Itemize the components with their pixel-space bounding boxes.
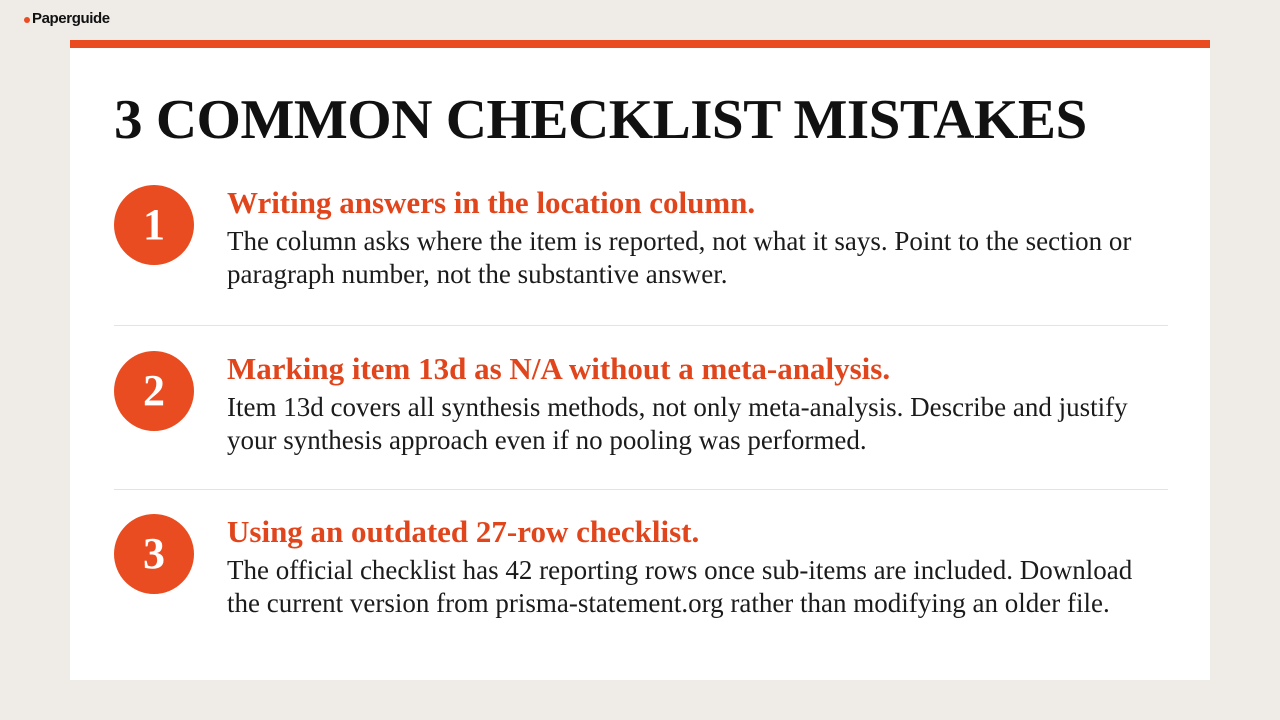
mistake-description: The column asks where the item is reported, not what it says. Point to the section or paragraph number, not the substantive answer. [227,226,1132,289]
divider [114,325,1168,326]
mistake-heading: Writing answers in the location column. [227,185,756,220]
mistake-heading: Using an outdated 27-row checklist. [227,514,700,549]
number-badge: 3 [114,514,194,594]
brand-logo [24,9,110,27]
mistake-description: The official checklist has 42 reporting rows once sub-items are included. Download the current version from prisma-statement.org rather than modifying an older file. [227,555,1133,618]
divider [114,489,1168,490]
brand-name: Paperguide [32,9,110,27]
brand-dot-icon [24,17,30,23]
mistake-description: Item 13d covers all synthesis methods, not only meta-analysis. Describe and justify your synthesis approach even if no pooling was performed. [227,392,1128,455]
mistake-heading: Marking item 13d as N/A without a meta-analysis. [227,351,891,386]
slide-title: 3 COMMON CHECKLIST MISTAKES [114,89,1087,151]
slide-card [70,40,1210,680]
number-badge: 1 [114,185,194,265]
number-badge: 2 [114,351,194,431]
accent-bar [70,40,1210,48]
